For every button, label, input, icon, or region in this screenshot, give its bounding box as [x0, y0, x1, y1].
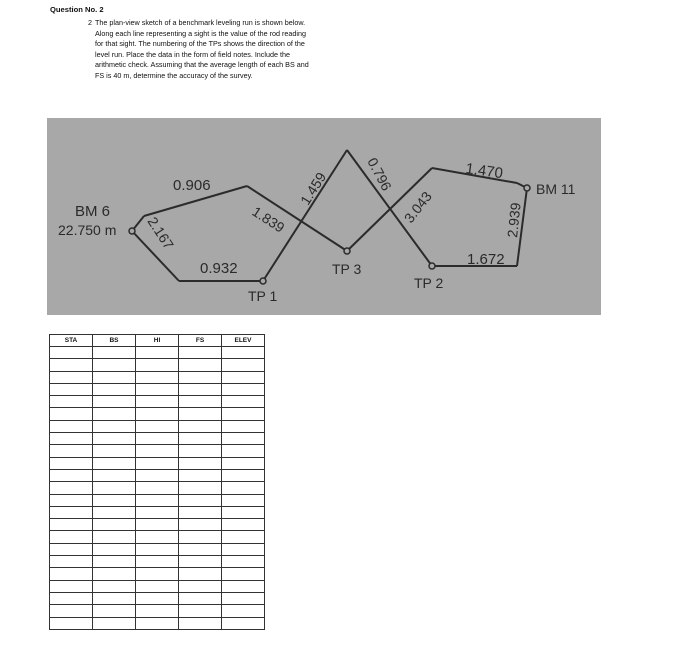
- table-cell: [50, 519, 93, 531]
- table-cell: [222, 506, 265, 518]
- table-cell: [50, 580, 93, 592]
- table-cell: [136, 506, 179, 518]
- table-cell: [136, 592, 179, 604]
- tp2-label: TP 2: [414, 275, 444, 291]
- table-row: [50, 556, 265, 568]
- table-cell: [50, 482, 93, 494]
- table-row: [50, 506, 265, 518]
- table-cell: [222, 445, 265, 457]
- table-cell: [136, 347, 179, 359]
- table-cell: [50, 445, 93, 457]
- reading-1459: 1.459: [296, 169, 330, 208]
- table-header-row: [50, 335, 265, 347]
- table-cell: [179, 617, 222, 629]
- question-text: [88, 18, 363, 82]
- col-header-fs: FS: [179, 335, 222, 347]
- table-cell: [222, 408, 265, 420]
- table-cell: [136, 494, 179, 506]
- table-cell: [93, 396, 136, 408]
- table-cell: [50, 506, 93, 518]
- table-row: [50, 457, 265, 469]
- leveling-sketch: [47, 118, 601, 315]
- table-cell: [136, 396, 179, 408]
- table-cell: [222, 617, 265, 629]
- table-cell: [222, 347, 265, 359]
- col-header-bs: BS: [93, 335, 136, 347]
- table-cell: [136, 457, 179, 469]
- bm11-marker: [524, 185, 530, 191]
- table-cell: [93, 482, 136, 494]
- table-cell: [179, 605, 222, 617]
- table-row: [50, 580, 265, 592]
- table-cell: [93, 420, 136, 432]
- table-cell: [222, 605, 265, 617]
- table-cell: [93, 347, 136, 359]
- table-cell: [93, 469, 136, 481]
- table-cell: [179, 469, 222, 481]
- table-cell: [179, 531, 222, 543]
- question-heading: Question No. 2: [50, 5, 104, 14]
- table-row: [50, 568, 265, 580]
- col-header-elev: ELEV: [222, 335, 265, 347]
- table-cell: [222, 469, 265, 481]
- reading-0932: 0.932: [200, 260, 238, 277]
- sketch-svg: [47, 118, 601, 315]
- table-row: [50, 420, 265, 432]
- table-cell: [222, 457, 265, 469]
- table-cell: [136, 543, 179, 555]
- table-cell: [136, 371, 179, 383]
- table-row: [50, 359, 265, 371]
- reading-1672: 1.672: [467, 251, 505, 268]
- table-cell: [179, 396, 222, 408]
- table-cell: [136, 617, 179, 629]
- table-cell: [50, 617, 93, 629]
- table-cell: [179, 433, 222, 445]
- table-row: [50, 408, 265, 420]
- table-cell: [93, 556, 136, 568]
- table-cell: [93, 506, 136, 518]
- table-row: [50, 605, 265, 617]
- table-row: [50, 469, 265, 481]
- table-cell: [50, 605, 93, 617]
- table-row: [50, 531, 265, 543]
- tp3-marker: [344, 248, 350, 254]
- tp2-marker: [429, 263, 435, 269]
- table-cell: [50, 568, 93, 580]
- col-header-sta: STA: [50, 335, 93, 347]
- table-cell: [222, 359, 265, 371]
- table-cell: [222, 568, 265, 580]
- table-cell: [93, 580, 136, 592]
- table-cell: [136, 359, 179, 371]
- table-cell: [179, 408, 222, 420]
- bm11-label: BM 11: [536, 181, 576, 197]
- table-cell: [179, 359, 222, 371]
- tp1-label: TP 1: [248, 288, 278, 304]
- bm6-label: BM 6: [75, 203, 111, 220]
- col-header-hi: HI: [136, 335, 179, 347]
- table-cell: [136, 580, 179, 592]
- table-row: [50, 592, 265, 604]
- table-cell: [50, 359, 93, 371]
- table-cell: [136, 605, 179, 617]
- table-cell: [136, 383, 179, 395]
- bm6-marker: [129, 228, 135, 234]
- table-cell: [222, 383, 265, 395]
- reading-2167: 2.167: [144, 213, 177, 253]
- table-cell: [50, 408, 93, 420]
- table-cell: [222, 420, 265, 432]
- table-row: [50, 519, 265, 531]
- table-cell: [179, 457, 222, 469]
- table-cell: [93, 371, 136, 383]
- reading-2939: 2.939: [504, 201, 524, 239]
- table-cell: [222, 556, 265, 568]
- table-cell: [50, 371, 93, 383]
- table-cell: [222, 519, 265, 531]
- table-cell: [93, 592, 136, 604]
- table-row: [50, 494, 265, 506]
- table-cell: [179, 383, 222, 395]
- table-row: [50, 445, 265, 457]
- question-line: The plan-view sketch of a benchmark leveling run is shown below.: [95, 18, 306, 27]
- table-cell: [50, 433, 93, 445]
- table-row: [50, 347, 265, 359]
- table-cell: [93, 494, 136, 506]
- table-cell: [222, 371, 265, 383]
- table-cell: [93, 433, 136, 445]
- question-line: for that sight. The numbering of the TPs shows the direction of the: [95, 39, 305, 49]
- reading-3043: 3.043: [400, 188, 435, 226]
- table-cell: [93, 359, 136, 371]
- table-cell: [93, 457, 136, 469]
- table-cell: [179, 519, 222, 531]
- table-cell: [50, 457, 93, 469]
- tp3-label: TP 3: [332, 261, 362, 277]
- table-cell: [179, 371, 222, 383]
- table-cell: [222, 592, 265, 604]
- table-cell: [179, 506, 222, 518]
- table-cell: [179, 482, 222, 494]
- table-cell: [222, 482, 265, 494]
- table-row: [50, 396, 265, 408]
- table-cell: [93, 383, 136, 395]
- table-cell: [136, 469, 179, 481]
- table-cell: [93, 617, 136, 629]
- question-line: FS is 40 m, determine the accuracy of the survey.: [95, 70, 253, 80]
- table-row: [50, 617, 265, 629]
- table-cell: [136, 433, 179, 445]
- question-line: Along each line representing a sight is the value of the rod reading: [95, 28, 306, 38]
- question-number: 2: [88, 18, 92, 27]
- table-cell: [136, 445, 179, 457]
- table-cell: [50, 396, 93, 408]
- table-cell: [136, 519, 179, 531]
- table-cell: [50, 383, 93, 395]
- question-line: arithmetic check. Assuming that the average length of each BS and: [95, 60, 309, 70]
- table-cell: [136, 408, 179, 420]
- table-cell: [50, 420, 93, 432]
- table-body: [50, 347, 265, 630]
- table-cell: [222, 494, 265, 506]
- reading-1470: 1.470: [464, 160, 504, 183]
- table-cell: [93, 445, 136, 457]
- table-row: [50, 543, 265, 555]
- table-cell: [93, 408, 136, 420]
- table-cell: [50, 556, 93, 568]
- table-cell: [50, 347, 93, 359]
- table-row: [50, 371, 265, 383]
- table-cell: [50, 543, 93, 555]
- table-cell: [50, 494, 93, 506]
- reading-0796: 0.796: [364, 154, 395, 194]
- table-cell: [50, 592, 93, 604]
- reading-0906: 0.906: [173, 177, 211, 194]
- table-cell: [179, 568, 222, 580]
- table-cell: [179, 445, 222, 457]
- table-cell: [136, 482, 179, 494]
- table-cell: [136, 556, 179, 568]
- table-cell: [93, 605, 136, 617]
- table-cell: [222, 531, 265, 543]
- table-cell: [222, 543, 265, 555]
- bm6-elevation: 22.750 m: [58, 222, 117, 238]
- table-row: [50, 482, 265, 494]
- table-row: [50, 433, 265, 445]
- table-cell: [222, 433, 265, 445]
- table-cell: [179, 543, 222, 555]
- table-cell: [222, 396, 265, 408]
- table-cell: [179, 347, 222, 359]
- table-cell: [222, 580, 265, 592]
- table-cell: [136, 420, 179, 432]
- table-cell: [93, 519, 136, 531]
- table-cell: [179, 556, 222, 568]
- table-cell: [93, 531, 136, 543]
- table-cell: [93, 568, 136, 580]
- field-notes-table: [49, 334, 265, 630]
- table-cell: [50, 531, 93, 543]
- reading-1839: 1.839: [249, 203, 288, 236]
- tp1-marker: [260, 278, 266, 284]
- table-cell: [136, 531, 179, 543]
- table-cell: [136, 568, 179, 580]
- table-cell: [179, 592, 222, 604]
- table-cell: [93, 543, 136, 555]
- question-line: level run. Place the data in the form of field notes. Include the: [95, 49, 290, 59]
- table-cell: [179, 420, 222, 432]
- table-cell: [179, 580, 222, 592]
- table-cell: [179, 494, 222, 506]
- table-cell: [50, 469, 93, 481]
- table-row: [50, 383, 265, 395]
